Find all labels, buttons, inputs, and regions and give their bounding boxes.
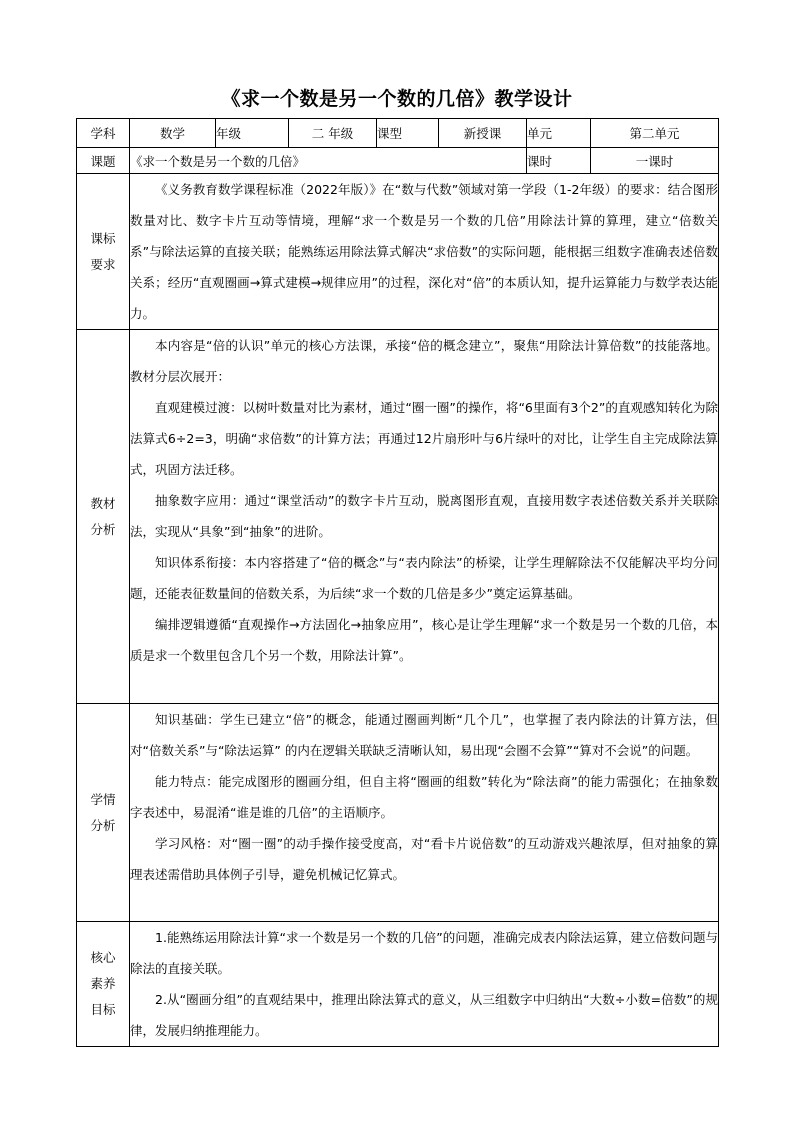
lesson-plan-table xyxy=(76,118,719,1047)
paragraph: 2.从“圈画分组”的直观结果中，推理出除法算式的意义，从三组数字中归纳出“大数÷小数=倍数”的规律，发展归纳推理能力。 xyxy=(130,992,718,1038)
section-label: 核心 素养 目标 xyxy=(77,922,130,1047)
section-label: 课标 要求 xyxy=(77,174,130,330)
section-body xyxy=(130,330,719,704)
section-textbook-analysis xyxy=(77,330,719,704)
paragraph: 知识基础：学生已建立“倍”的概念，能通过圈画判断“几个几”，也掌握了表内除法的计算方法，但对“倍数关系”与“除法运算” 的内在逻辑关联缺乏清晰认知，易出现“会圈不会算”“算对不会说”的问题。 xyxy=(130,712,718,758)
paragraph: 抽象数字应用：通过“课堂活动”的数字卡片互动，脱离图形直观，直接用数字表述倍数关系并关联除法，实现从“具象”到“抽象”的进阶。 xyxy=(130,493,718,539)
section-label: 学情 分析 xyxy=(77,704,130,922)
grade-value: 二 年级 xyxy=(289,119,377,148)
section-body xyxy=(130,922,719,1047)
page-title: 《求一个数是另一个数的几倍》教学设计 xyxy=(221,88,573,110)
section-curriculum-requirements xyxy=(77,174,719,330)
period-value: 一课时 xyxy=(591,148,719,174)
paragraph: 学习风格：对“圈一圈”的动手操作接受度高，对“看卡片说倍数”的互动游戏兴趣浓厚，但对抽象的算理表述需借助具体例子引导，避免机械记忆算式。 xyxy=(130,836,718,882)
paragraph: 直观建模过渡：以树叶数量对比为素材，通过“圈一圈”的操作，将“6里面有3个2”的直观感知转化为除法算式6÷2=3，明确“求倍数”的计算方法；再通过12片扇形叶与6片绿叶的对比，让学生自主完成除法算式，巩固方法迁移。 xyxy=(130,400,718,477)
lesson-type-value: 新授课 xyxy=(439,119,527,148)
paragraph: 本内容是“倍的认识”单元的核心方法课，承接“倍的概念建立”，聚焦“用除法计算倍数”的技能落地。教材分层次展开： xyxy=(130,338,718,384)
unit-value: 第二单元 xyxy=(591,119,719,148)
section-body xyxy=(130,174,719,330)
section-student-analysis xyxy=(77,704,719,922)
paragraph: 编排逻辑遵循“直观操作→方法固化→抽象应用”，核心是让学生理解“求一个数是另一个数的几倍，本质是求一个数里包含几个另一个数，用除法计算”。 xyxy=(130,617,718,663)
grade-label: 年级 xyxy=(216,119,289,148)
unit-label: 单元 xyxy=(527,119,591,148)
paragraph: 1.能熟练运用除法计算“求一个数是另一个数的几倍”的问题，准确完成表内除法运算，建立倍数问题与除法的直接关联。 xyxy=(130,930,718,976)
section-body xyxy=(130,704,719,922)
lesson-type-label: 课型 xyxy=(377,119,439,148)
subject-label: 学科 xyxy=(77,119,130,148)
paragraph: 能力特点：能完成图形的圈画分组，但自主将“圈画的组数”转化为“除法商”的能力需强化；在抽象数字表述中，易混淆“谁是谁的几倍”的主语顺序。 xyxy=(130,774,718,820)
paragraph: 知识体系衔接：本内容搭建了“倍的概念”与“表内除法”的桥梁，让学生理解除法不仅能解决平均分问题，还能表征数量间的倍数关系，为后续“求一个数的几倍是多少”奠定运算基础。 xyxy=(130,555,718,601)
section-label: 教材 分析 xyxy=(77,330,130,704)
period-label: 课时 xyxy=(527,148,591,174)
paragraph: 《义务教育数学课程标准（2022年版）》在“数与代数”领域对第一学段（1-2年级）的要求：结合图形数量对比、数字卡片互动等情境，理解“求一个数是另一个数的几倍”用除法计算的算理，建立“倍数关系”与除法运算的直接关联；能熟练运用除法算式解决“求倍数”的实际问题，能根据三组数字准确表述倍数关系；经历“直观圈画→算式建模→规律应用”的过程，深化对“倍”的本质认知，提升运算能力与数学表达能力。 xyxy=(130,182,718,321)
section-core-literacy-goals xyxy=(77,922,719,1047)
header-row xyxy=(77,119,719,148)
topic-label: 课题 xyxy=(77,148,130,174)
topic-value: 《求一个数是另一个数的几倍》 xyxy=(130,148,527,174)
topic-row xyxy=(77,148,719,174)
subject-value: 数学 xyxy=(130,119,216,148)
